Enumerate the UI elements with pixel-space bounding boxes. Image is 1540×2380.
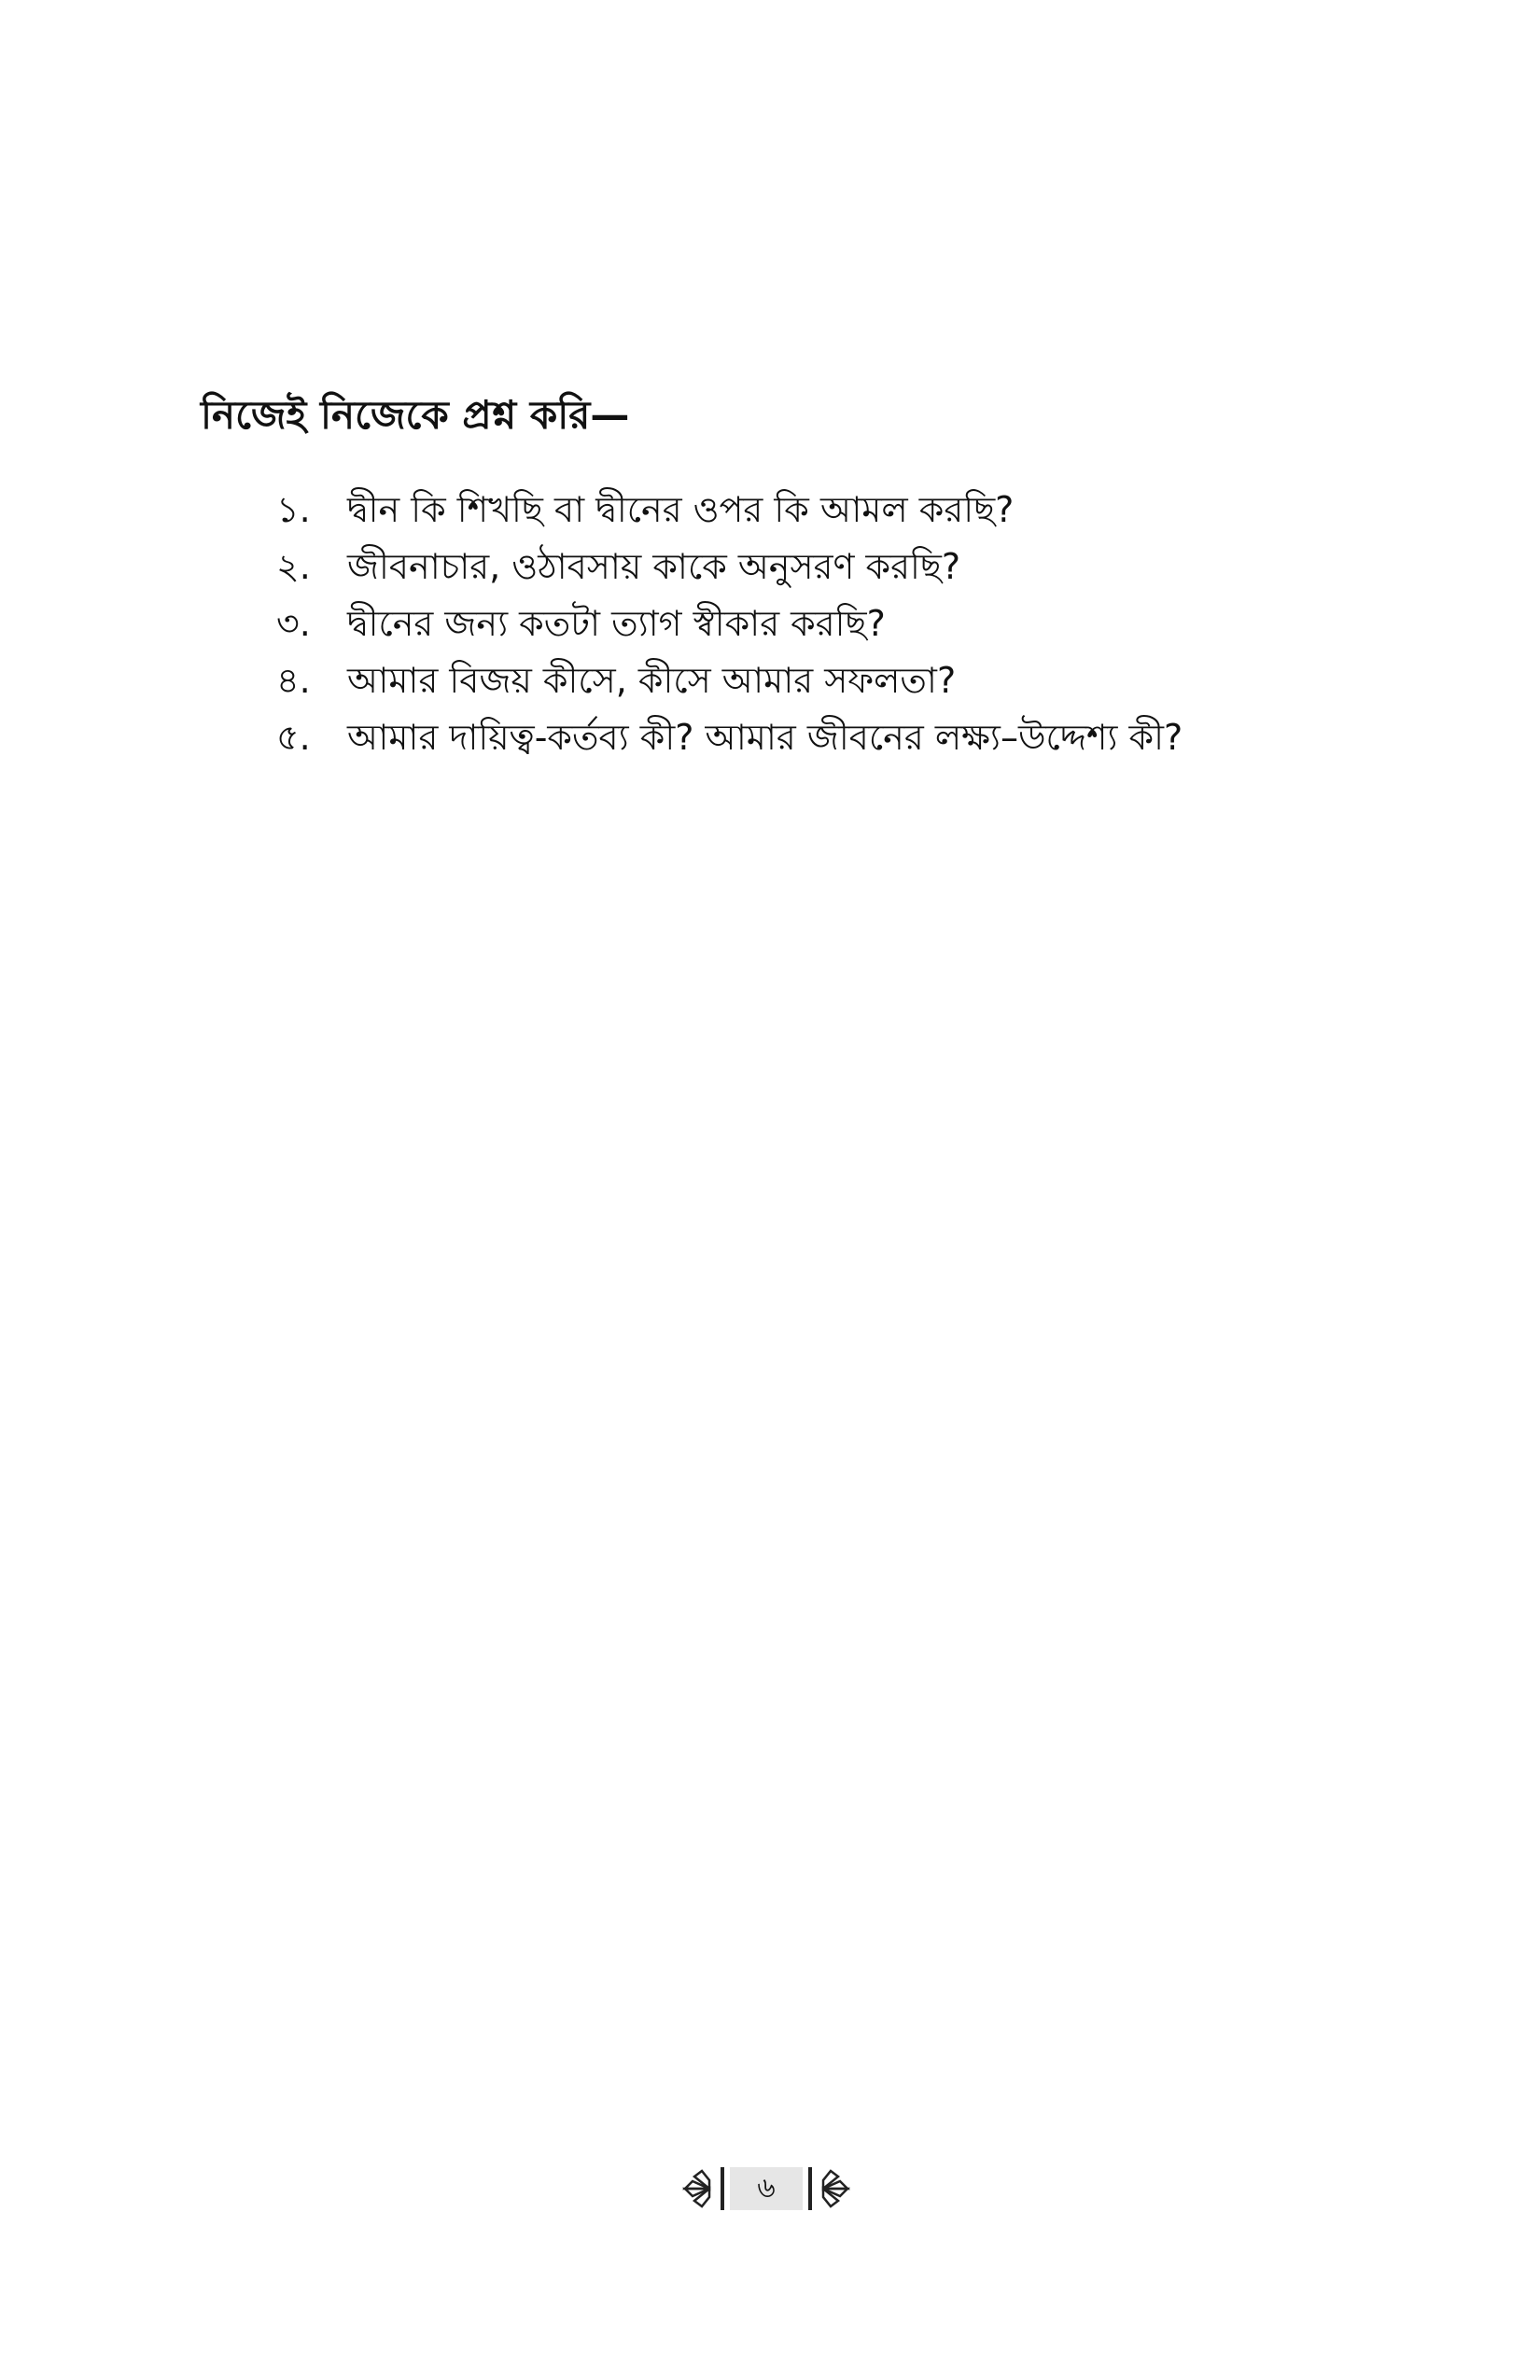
item-number: ৩. bbox=[276, 602, 311, 644]
floral-ornament-right-icon bbox=[818, 2167, 851, 2210]
list-item bbox=[276, 540, 1183, 597]
section-heading: নিজেই নিজেকে প্রশ্ন করি— bbox=[201, 392, 630, 438]
item-number: ১. bbox=[276, 488, 311, 530]
page-footer bbox=[681, 2167, 851, 2210]
list-item bbox=[276, 711, 1183, 768]
item-number: ৪. bbox=[276, 659, 311, 701]
item-text: আমার বিজয় কীসে, কীসে আমার সফলতা? bbox=[347, 659, 957, 701]
item-text: আমার দায়িত্ব-কর্তব্য কী? আমার জীবনের লক্ষ্য–উদ্দেশ্য কী? bbox=[347, 716, 1183, 758]
item-number: ২. bbox=[276, 545, 311, 587]
item-number: ৫. bbox=[276, 716, 311, 758]
divider bbox=[721, 2167, 724, 2210]
list-item bbox=[276, 654, 1183, 711]
item-text: দ্বীনের জন্য কতটা ত্যাগ স্বীকার করছি? bbox=[347, 602, 886, 644]
list-item bbox=[276, 597, 1183, 654]
question-list bbox=[276, 483, 1183, 768]
list-item bbox=[276, 483, 1183, 540]
floral-ornament-left-icon bbox=[681, 2167, 715, 2210]
divider bbox=[808, 2167, 812, 2210]
item-text: দ্বীন কি শিখছি বা দ্বীনের ওপর কি আমল করছি? bbox=[347, 488, 1015, 530]
page-number: ৬ bbox=[730, 2167, 803, 2210]
item-text: জীবনাচার, ওঠাবসায় কাকে অনুসরণ করছি? bbox=[347, 545, 961, 587]
